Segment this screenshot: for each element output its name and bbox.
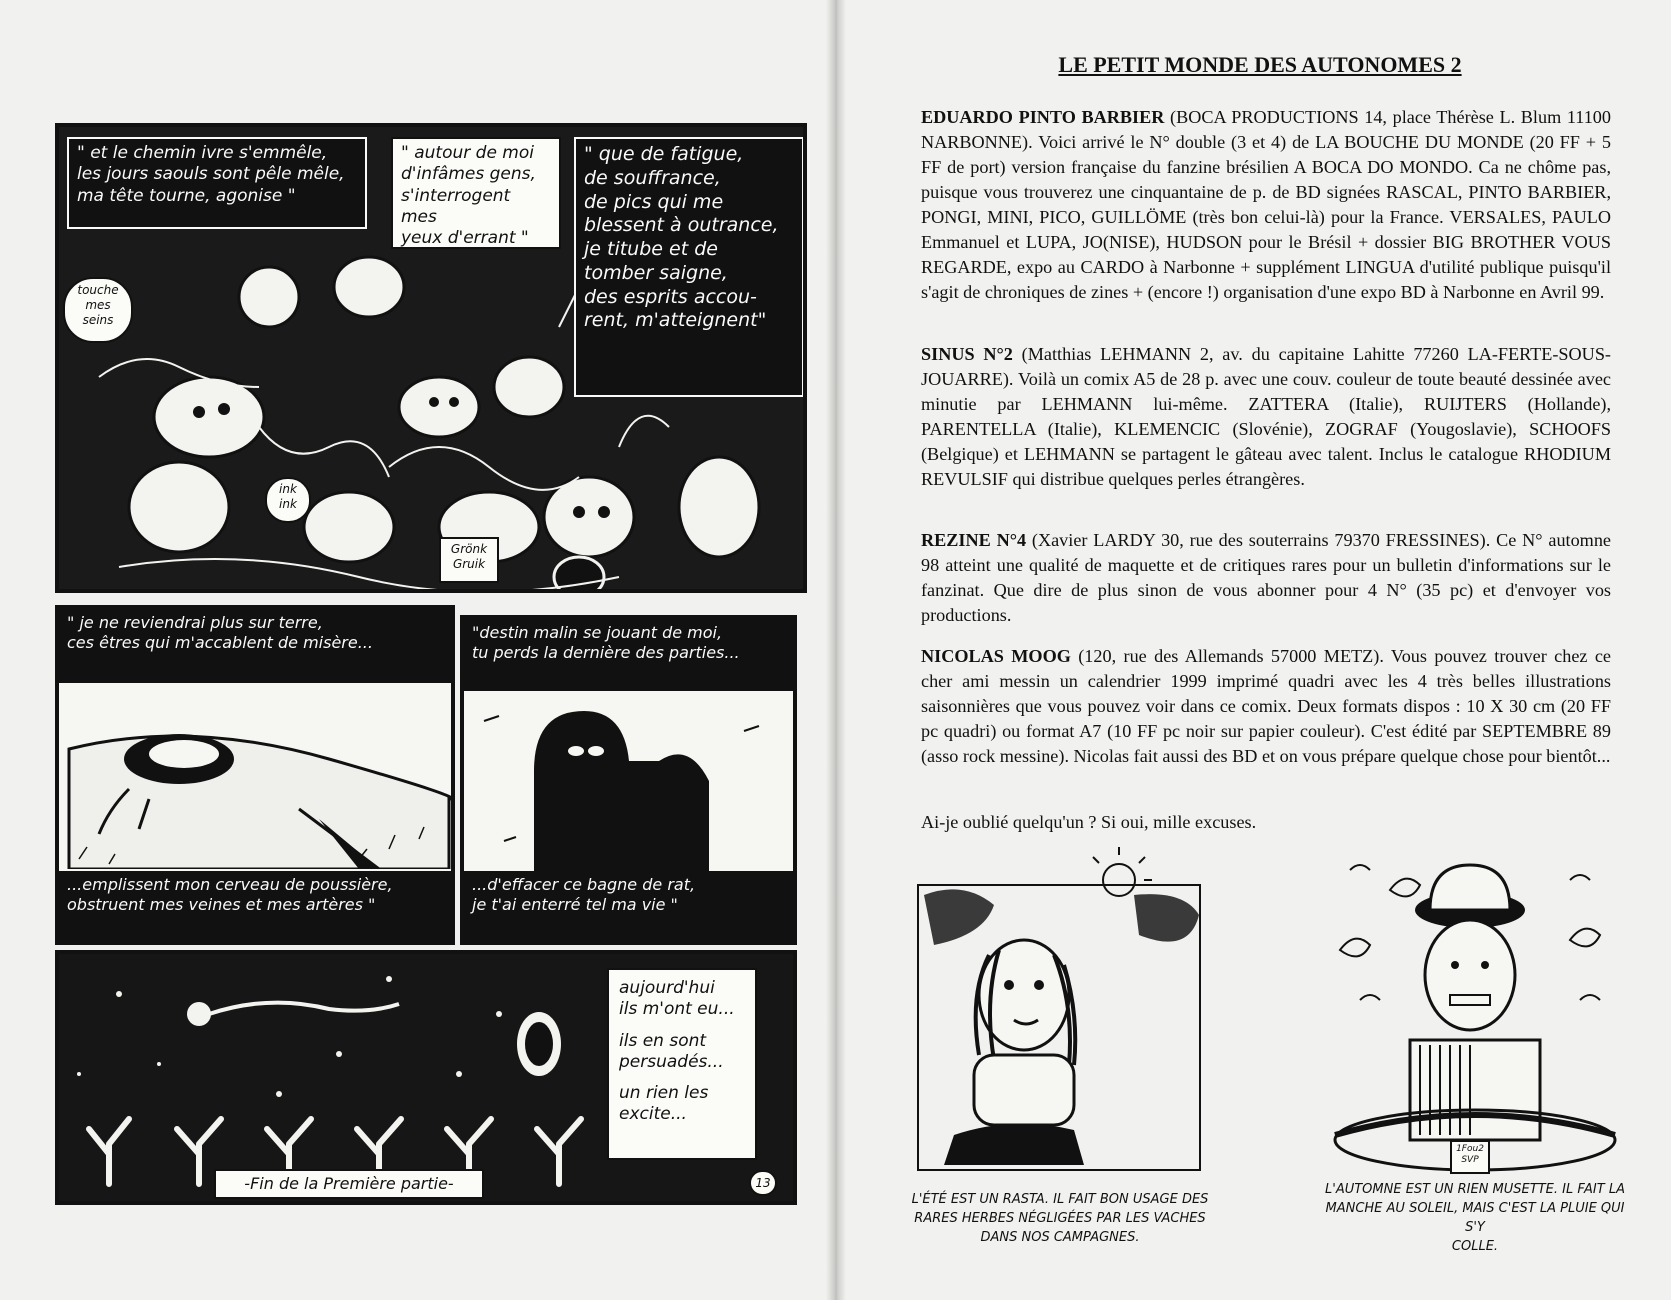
summer-rasta-illustration	[914, 845, 1204, 1175]
autumn-musette-illustration	[1330, 850, 1620, 1190]
entry-name: SINUS N°2	[921, 344, 1013, 364]
entry-name: EDUARDO PINTO BARBIER	[921, 107, 1165, 127]
autumn-musette-caption: L'AUTOMNE EST UN RIEN MUSETTE. IL FAIT LA MANCHE AU SOLEIL, MAIS C'EST LA PLUIE QUI S'Y COLLE.	[1325, 1182, 1625, 1254]
caption-emplissent: ...emplissent mon cerveau de poussière, obstruent mes veines et mes artères "	[59, 871, 451, 941]
caption-d-effacer: ...d'effacer ce bagne de rat, je t'ai enterré tel ma vie "	[464, 871, 793, 941]
sfx-gronk-gruik: Grönk Gruik	[439, 537, 499, 583]
entry-text: (BOCA PRODUCTIONS 14, place Thérèse L. Blum 11100 NARBONNE). Voici arrivé le N° double (3 et 4) de LA BOUCHE DU MONDE (20 FF + 5 FF de port) version française du fanzine brésilien A BOCA DO MONDO. Ca ne chôme pas, puisque vous trouverez une cinquantaine de p. de BD signées RASCAL, PINTO BARBIER, PONGI, MINI, PICO, GUILLÖME (très bon celui-là) pour la France. VERSALES, PAULO Emmanuel et LUPA, JO(NISE), HUDSON pour le Brésil + dossier BIG BROTHER VOUS REGARDE, expo au CARDO à Narbonne + supplément LINGUA d'utilité publique puisqu'il s'agit de chroniques de zines + (encore !) organisation d'une expo BD à Narbonne en Avril 99.	[921, 107, 1611, 302]
book-fold	[826, 0, 846, 1300]
accordion-sign: 1Fou2 SVP	[1450, 1140, 1490, 1174]
caption-destin-malin: "destin malin se jouant de moi, tu perds la dernière des parties...	[464, 619, 793, 691]
comic-panel-middle-right	[460, 615, 797, 945]
summer-rasta-caption: L'ÉTÉ EST UN RASTA. IL FAIT BON USAGE DES RARES HERBES NÉGLIGÉES PAR LES VACHES DANS NOS CAMPAGNES.	[911, 1192, 1209, 1245]
page-number: 13	[749, 1170, 777, 1196]
caption-chemin-ivre: " et le chemin ivre s'emmêle, les jours saouls sont pêle mêle, ma tête tourne, agonise "	[67, 137, 367, 229]
end-of-part-one-label: -Fin de la Première partie-	[214, 1169, 484, 1199]
article-title: LE PETIT MONDE DES AUTONOMES 2	[1058, 52, 1462, 77]
caption-persuades: ils en sont persuadés...	[619, 1030, 724, 1072]
entry-sinus	[921, 342, 1611, 492]
caption-group-aujourdhui	[607, 968, 757, 1160]
entry-rezine	[921, 528, 1611, 628]
entry-nicolas-moog	[921, 644, 1611, 769]
comic-panel-top	[55, 123, 807, 593]
comic-panel-middle-left	[55, 605, 455, 945]
comic-panel-bottom	[55, 950, 797, 1205]
entry-name: REZINE N°4	[921, 530, 1027, 550]
caption-autour-de-moi: " autour de moi d'infâmes gens, s'interrogent mes yeux d'errant "	[391, 137, 561, 249]
caption-que-de-fatigue: " que de fatigue, de souffrance, de pics qui me blessent à outrance, je titube et de tomber saigne, des esprits accou- rent, m'atteignent"	[574, 137, 804, 397]
caption-je-ne-reviendrai: " je ne reviendrai plus sur terre, ces êtres qui m'accablent de misère...	[59, 609, 451, 683]
entry-eduardo-pinto-barbier	[921, 105, 1611, 305]
caption-excite: un rien les excite...	[619, 1083, 709, 1125]
speech-balloon-touche-mes-seins: touche mes seins	[63, 277, 133, 343]
entry-text: (120, rue des Allemands 57000 METZ). Vous pouvez trouver chez ce cher ami messin un calendrier 1999 imprimé quadri avec les 4 très belles illustrations saisonnières que vous pouvez voir dans ce comix. Deux formats dispos : 10 X 30 cm (20 FF pc quadri) ou format A7 (10 FF pc noir sur papier couleur). C'est édité par SEPTEMBRE 89 (asso rock messine). Nicolas fait aussi des BD et on vous prépare quelque chose pour bientôt...	[921, 646, 1611, 766]
closing-line: Ai-je oublié quelqu'un ? Si oui, mille excuses.	[921, 812, 1257, 832]
entry-name: NICOLAS MOOG	[921, 646, 1071, 666]
buried-figure-illustration	[59, 689, 451, 869]
sfx-ink: ink ink	[265, 477, 311, 523]
caption-aujourdhui: aujourd'hui ils m'ont eu...	[619, 978, 735, 1020]
entry-text: (Matthias LEHMANN 2, av. du capitaine Lahitte 77260 LA-FERTE-SOUS-JOUARRE). Voilà un comix A5 de 28 p. avec une couv. couleur de toute beauté dessinée avec minutie par LEHMANN lui-même. ZATTERA (Italie), RUIJTERS (Hollande), PARENTELLA (Italie), KLEMENCIC (Slovénie), ZOGRAF (Yougoslavie), SCHOOFS (Belgique) et LEHMANN se partagent le gâteau avec talent. Inclus le catalogue RHODIUM REVULSIF qui distribue quelques perles étrangères.	[921, 344, 1611, 489]
entry-text: (Xavier LARDY 30, rue des souterrains 79370 FRESSINES). Ce N° automne 98 atteint une qualité de maquette et de critiques rares pour un bulletin d'informations sur le fanzinat. Que dire de plus sinon de vous abonner pour 4 N° (35 pc) et d'envoyer vos productions.	[921, 530, 1611, 625]
hooded-figure-illustration	[464, 691, 793, 871]
